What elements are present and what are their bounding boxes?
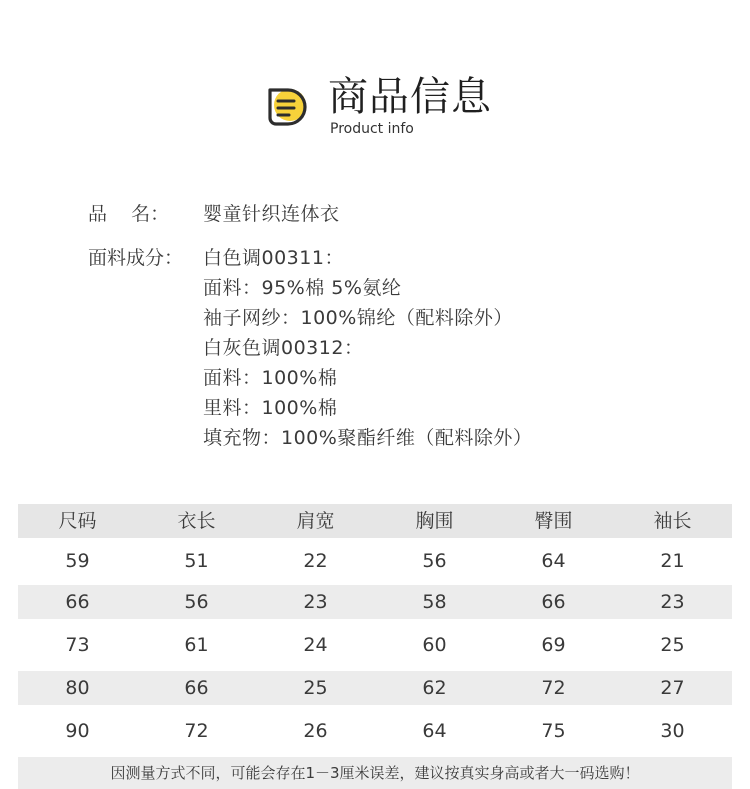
table-cell: 56 (422, 550, 447, 572)
fabric-row (0, 393, 750, 423)
table-header-cell: 臀围 (534, 510, 573, 532)
table-cell: 66 (541, 591, 566, 613)
table-cell: 73 (65, 634, 90, 656)
product-name-value: 婴童针织连体衣 (203, 203, 340, 225)
product-name-label: 品 名： (88, 203, 170, 225)
table-cell: 21 (660, 550, 685, 572)
table-cell: 27 (660, 677, 685, 699)
table-cell: 23 (660, 591, 685, 613)
table-cell: 30 (660, 720, 685, 742)
table-cell: 22 (303, 550, 328, 572)
table-cell: 64 (541, 550, 566, 572)
table-cell: 58 (422, 591, 447, 613)
table-row (18, 628, 732, 662)
fabric-row (0, 243, 750, 273)
table-cell: 69 (541, 634, 566, 656)
table-cell: 62 (422, 677, 447, 699)
table-header-cell: 袖长 (653, 510, 692, 532)
table-cell: 75 (541, 720, 566, 742)
table-cell: 90 (65, 720, 90, 742)
table-cell: 51 (184, 550, 209, 572)
table-cell: 25 (660, 634, 685, 656)
fabric-row (0, 423, 750, 453)
table-cell: 66 (184, 677, 209, 699)
table-cell: 80 (65, 677, 90, 699)
fabric-line: 白色调00311： (203, 247, 344, 269)
fabric-line: 面料：95%棉 5%氨纶 (203, 277, 402, 299)
product-name-row (0, 199, 750, 229)
table-cell: 72 (541, 677, 566, 699)
document-lines-icon (264, 84, 314, 130)
fabric-line: 面料：100%棉 (203, 367, 338, 389)
fabric-row (0, 363, 750, 393)
table-cell: 25 (303, 677, 328, 699)
table-cell: 23 (303, 591, 328, 613)
fabric-row (0, 303, 750, 333)
table-cell: 61 (184, 634, 209, 656)
table-header-cell: 肩宽 (296, 510, 335, 532)
fabric-row (0, 273, 750, 303)
measurement-note: 因测量方式不同，可能会存在1－3厘米误差，建议按真实身高或者大一码选购！ (18, 757, 732, 789)
table-cell: 26 (303, 720, 328, 742)
table-header-cell: 尺码 (58, 510, 97, 532)
table-header-cell: 胸围 (415, 510, 454, 532)
table-row (18, 714, 732, 748)
table-cell: 72 (184, 720, 209, 742)
fabric-line: 里料：100%棉 (203, 397, 338, 419)
page-subtitle: Product info (330, 121, 414, 137)
fabric-row (0, 333, 750, 363)
table-header-cell: 衣长 (177, 510, 216, 532)
fabric-line: 袖子网纱：100%锦纶（配料除外） (203, 307, 513, 329)
fabric-line: 填充物：100%聚酯纤维（配料除外） (203, 427, 533, 449)
table-cell: 24 (303, 634, 328, 656)
table-row (18, 585, 732, 619)
table-row (18, 671, 732, 705)
table-cell: 64 (422, 720, 447, 742)
table-cell: 60 (422, 634, 447, 656)
table-cell: 56 (184, 591, 209, 613)
table-header-row (18, 504, 732, 538)
fabric-label: 面料成分： (88, 247, 184, 269)
table-row (18, 544, 732, 578)
page-title: 商品信息 (328, 74, 492, 120)
table-cell: 66 (65, 591, 90, 613)
table-cell: 59 (65, 550, 90, 572)
fabric-line: 白灰色调00312： (203, 337, 364, 359)
